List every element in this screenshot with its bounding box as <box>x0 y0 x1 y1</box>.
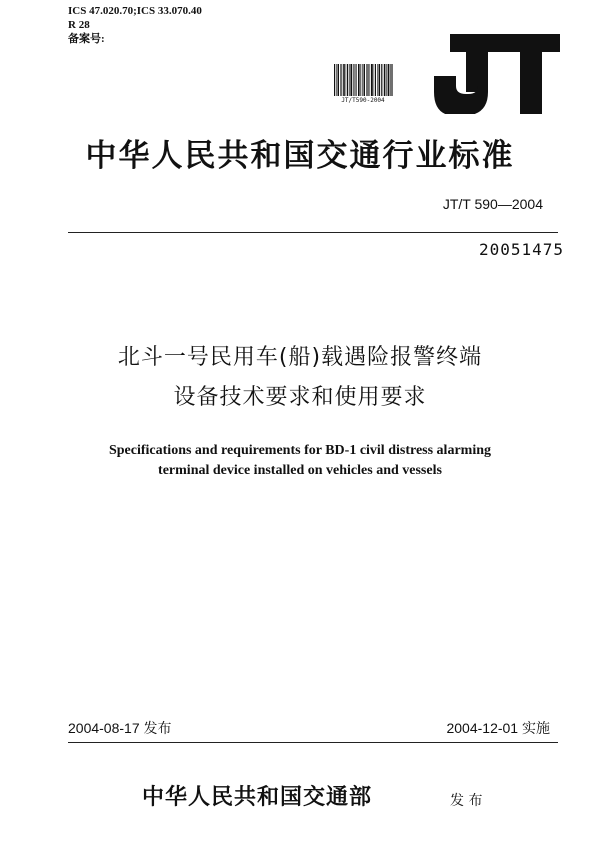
barcode-number: JT/T590-2004 <box>341 97 385 104</box>
record-number-label: 备案号: <box>68 33 105 45</box>
top-divider <box>68 232 558 233</box>
publish-label: 发 布 <box>450 793 483 809</box>
ccs-code: R 28 <box>68 19 90 31</box>
jt-logo-icon <box>432 30 562 114</box>
publisher-name: 中华人民共和国交通部 <box>142 784 373 810</box>
title-zh-line1: 北斗一号民用车(船)载遇险报警终端 <box>117 345 483 370</box>
ics-code: ICS 47.020.70;ICS 33.070.40 <box>68 5 202 17</box>
bottom-divider <box>68 742 558 743</box>
standard-organization: 中华人民共和国交通行业标准 <box>85 138 515 174</box>
issue-date: 2004-08-17 发布 <box>68 720 172 736</box>
implementation-date: 2004-12-01 实施 <box>446 720 550 736</box>
barcode-icon <box>333 64 393 96</box>
stamp-number: 20051475 <box>478 240 564 259</box>
title-zh-line2: 设备技术要求和使用要求 <box>173 385 427 410</box>
title-en-line2: terminal device installed on vehicles and vessels <box>158 463 442 478</box>
title-en-line1: Specifications and requirements for BD-1 civil distress alarming <box>108 443 491 458</box>
standard-number: JT/T 590—2004 <box>442 196 543 212</box>
